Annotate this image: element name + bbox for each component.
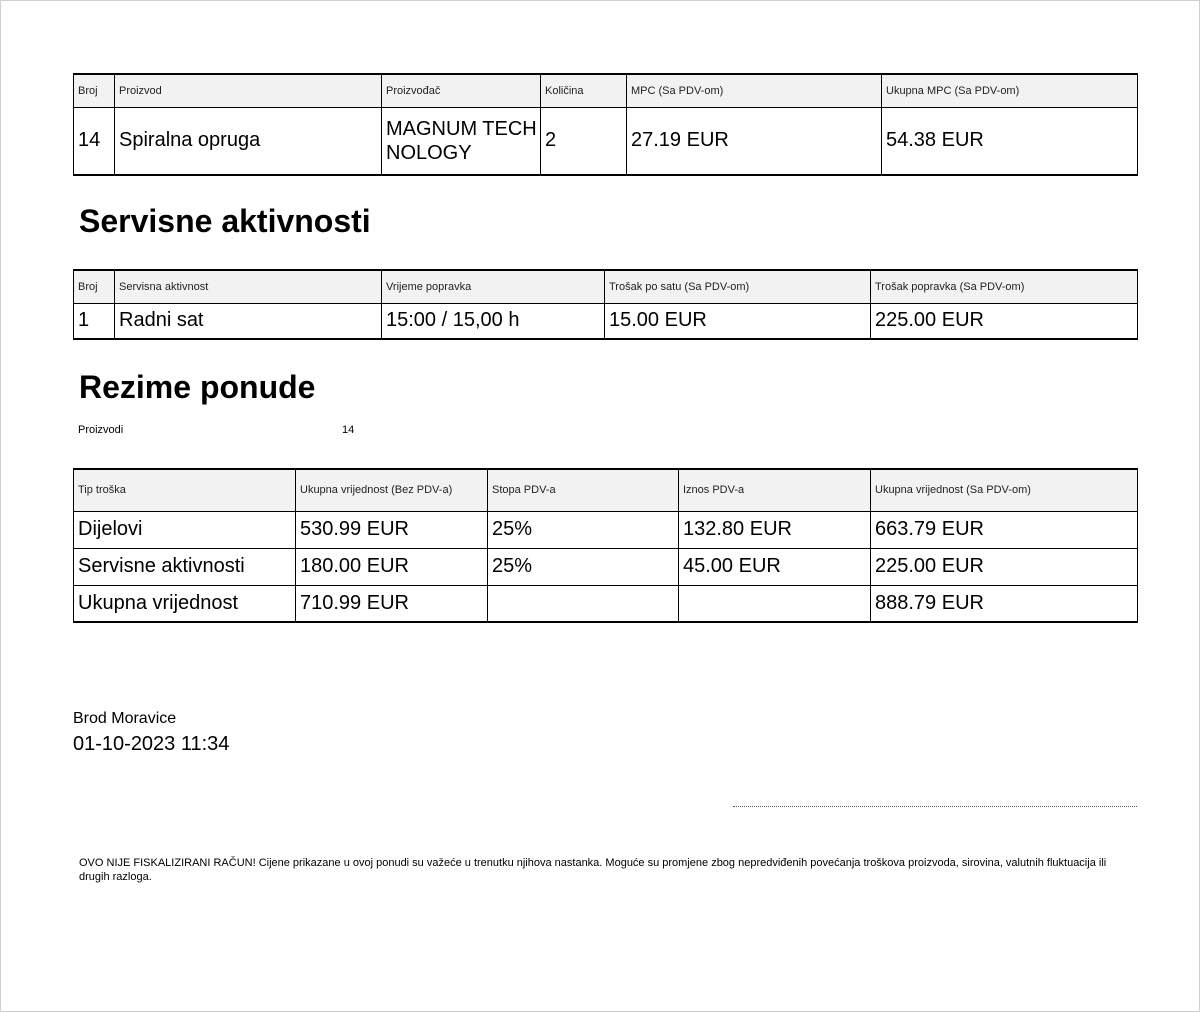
table-row bbox=[74, 107, 1138, 175]
issue-place: Brod Moravice bbox=[73, 710, 177, 727]
header-broj: Broj bbox=[74, 74, 115, 107]
header-proizvodjac: Proizvođač bbox=[382, 74, 541, 107]
header-tip-troska: Tip troška bbox=[74, 469, 296, 511]
table-row bbox=[74, 585, 1138, 622]
product-quantity: 2 bbox=[541, 107, 627, 175]
header-trosak-po-satu: Trošak po satu (Sa PDV-om) bbox=[605, 270, 871, 303]
service-hourly-cost: 15.00 EUR bbox=[605, 303, 871, 339]
net-value: 180.00 EUR bbox=[296, 548, 488, 585]
gross-value: 663.79 EUR bbox=[871, 511, 1138, 548]
product-total-price: 54.38 EUR bbox=[882, 107, 1138, 175]
table-row bbox=[74, 548, 1138, 585]
header-iznos-pdv: Iznos PDV-a bbox=[679, 469, 871, 511]
vat-amount: 132.80 EUR bbox=[679, 511, 871, 548]
summary-title: Rezime ponude bbox=[79, 369, 316, 405]
vat-rate: 25% bbox=[488, 511, 679, 548]
services-table bbox=[73, 269, 1138, 340]
header-mpc: MPC (Sa PDV-om) bbox=[627, 74, 882, 107]
header-ukupna-mpc: Ukupna MPC (Sa PDV-om) bbox=[882, 74, 1138, 107]
services-title: Servisne aktivnosti bbox=[79, 203, 371, 239]
services-header-row bbox=[74, 270, 1138, 303]
header-trosak-popravka: Trošak popravka (Sa PDV-om) bbox=[871, 270, 1138, 303]
service-repair-cost: 225.00 EUR bbox=[871, 303, 1138, 339]
products-count-label: Proizvodi bbox=[78, 424, 124, 436]
gross-value: 225.00 EUR bbox=[871, 548, 1138, 585]
cost-type: Servisne aktivnosti bbox=[74, 548, 296, 585]
summary-header-row bbox=[74, 469, 1138, 511]
product-manufacturer: MAGNUM TECHNOLOGY bbox=[382, 107, 541, 175]
products-table bbox=[73, 73, 1138, 176]
header-vrijeme-popravka: Vrijeme popravka bbox=[382, 270, 605, 303]
signature-line bbox=[733, 806, 1137, 807]
cost-type: Dijelovi bbox=[74, 511, 296, 548]
products-count-value: 14 bbox=[342, 424, 355, 436]
header-stopa-pdv: Stopa PDV-a bbox=[488, 469, 679, 511]
vat-rate bbox=[488, 585, 679, 622]
header-proizvod: Proizvod bbox=[115, 74, 382, 107]
vat-rate: 25% bbox=[488, 548, 679, 585]
product-number: 14 bbox=[74, 107, 115, 175]
header-ukupna-bez-pdv: Ukupna vrijednost (Bez PDV-a) bbox=[296, 469, 488, 511]
vat-amount: 45.00 EUR bbox=[679, 548, 871, 585]
vat-amount bbox=[679, 585, 871, 622]
gross-value: 888.79 EUR bbox=[871, 585, 1138, 622]
product-unit-price: 27.19 EUR bbox=[627, 107, 882, 175]
header-servisna-aktivnost: Servisna aktivnost bbox=[115, 270, 382, 303]
products-header-row bbox=[74, 74, 1138, 107]
disclaimer-text: OVO NIJE FISKALIZIRANI RAČUN! Cijene prikazane u ovoj ponudi su važeće u trenutku njihova nastanka. Moguće su promjene zbog nepredviđenih povećanja troškova proizvoda, sirovina, valutnih fluktuacija ili drugih razloga. bbox=[79, 857, 1107, 883]
net-value: 710.99 EUR bbox=[296, 585, 488, 622]
header-broj: Broj bbox=[74, 270, 115, 303]
product-name: Spiralna opruga bbox=[115, 107, 382, 175]
table-row bbox=[74, 303, 1138, 339]
service-repair-time: 15:00 / 15,00 h bbox=[382, 303, 605, 339]
net-value: 530.99 EUR bbox=[296, 511, 488, 548]
summary-table bbox=[73, 468, 1138, 623]
cost-type: Ukupna vrijednost bbox=[74, 585, 296, 622]
header-kolicina: Količina bbox=[541, 74, 627, 107]
header-ukupna-sa-pdv: Ukupna vrijednost (Sa PDV-om) bbox=[871, 469, 1138, 511]
service-activity: Radni sat bbox=[115, 303, 382, 339]
table-row bbox=[74, 511, 1138, 548]
service-number: 1 bbox=[74, 303, 115, 339]
issue-datetime: 01-10-2023 11:34 bbox=[73, 733, 230, 755]
